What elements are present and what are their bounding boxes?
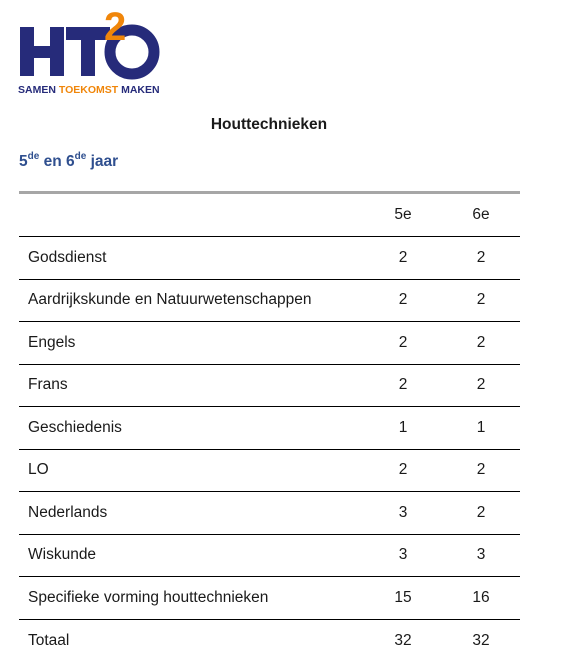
table-row xyxy=(19,322,520,365)
logo xyxy=(18,10,163,100)
year5-cell: 3 xyxy=(398,503,408,521)
table-row xyxy=(19,449,520,492)
year5-cell: 2 xyxy=(398,291,408,309)
subject-cell: Totaal xyxy=(28,631,70,649)
page-title: Houttechnieken xyxy=(210,116,328,133)
section-heading xyxy=(19,152,118,171)
heading-num1: 5 xyxy=(19,153,28,171)
year6-cell: 2 xyxy=(476,333,486,351)
tagline-part3: MAKEN xyxy=(121,84,160,96)
heading-sup1: de xyxy=(27,151,40,162)
subject-cell: Geschiedenis xyxy=(28,418,122,436)
year5-cell: 32 xyxy=(394,631,412,649)
year5-cell: 1 xyxy=(398,418,408,436)
table-row xyxy=(19,279,520,322)
year6-cell: 2 xyxy=(476,291,486,309)
year6-cell: 32 xyxy=(472,631,490,649)
year6-cell: 2 xyxy=(476,248,486,266)
table-row xyxy=(19,364,520,407)
year6-cell: 2 xyxy=(476,376,486,394)
year6-cell: 3 xyxy=(476,546,486,564)
logo-tagline xyxy=(18,84,160,96)
tagline-part1: SAMEN xyxy=(18,84,59,96)
heading-sup2: de xyxy=(74,151,87,162)
year6-cell: 16 xyxy=(472,588,490,606)
heading-middle: en xyxy=(39,153,66,171)
subject-cell: Wiskunde xyxy=(28,546,97,564)
subject-cell: Godsdienst xyxy=(28,248,107,266)
year5-cell: 15 xyxy=(394,588,412,606)
year5-cell: 3 xyxy=(398,546,408,564)
header-subject xyxy=(19,193,364,237)
table-row xyxy=(19,534,520,577)
year5-cell: 2 xyxy=(398,248,408,266)
subject-cell: Specifieke vorming houttechnieken xyxy=(28,588,269,606)
table-row xyxy=(19,237,520,280)
logo-superscript: 2 xyxy=(104,10,127,49)
year6-cell: 2 xyxy=(476,503,486,521)
table-row xyxy=(19,577,520,620)
table-row xyxy=(19,492,520,535)
heading-num2: 6 xyxy=(66,153,75,171)
year5-cell: 2 xyxy=(398,376,408,394)
subject-cell: Engels xyxy=(28,333,76,351)
tagline-part2: TOEKOMST xyxy=(58,84,122,96)
table-row-total xyxy=(19,619,520,662)
logo-wordmark xyxy=(18,10,163,82)
subject-cell: Frans xyxy=(28,376,68,394)
subject-cell: LO xyxy=(28,461,49,479)
table-row xyxy=(19,407,520,450)
hours-table xyxy=(19,191,520,662)
year5-cell: 2 xyxy=(398,461,408,479)
year6-cell: 2 xyxy=(476,461,486,479)
table-header-row xyxy=(19,193,520,237)
subject-cell: Nederlands xyxy=(28,503,108,521)
subject-cell: Aardrijkskunde en Natuurwetenschappen xyxy=(28,291,312,309)
year5-cell: 2 xyxy=(398,333,408,351)
heading-end: jaar xyxy=(86,153,119,171)
year6-cell: 1 xyxy=(476,418,486,436)
header-year6: 6e xyxy=(472,206,490,223)
header-year5: 5e xyxy=(394,206,412,223)
